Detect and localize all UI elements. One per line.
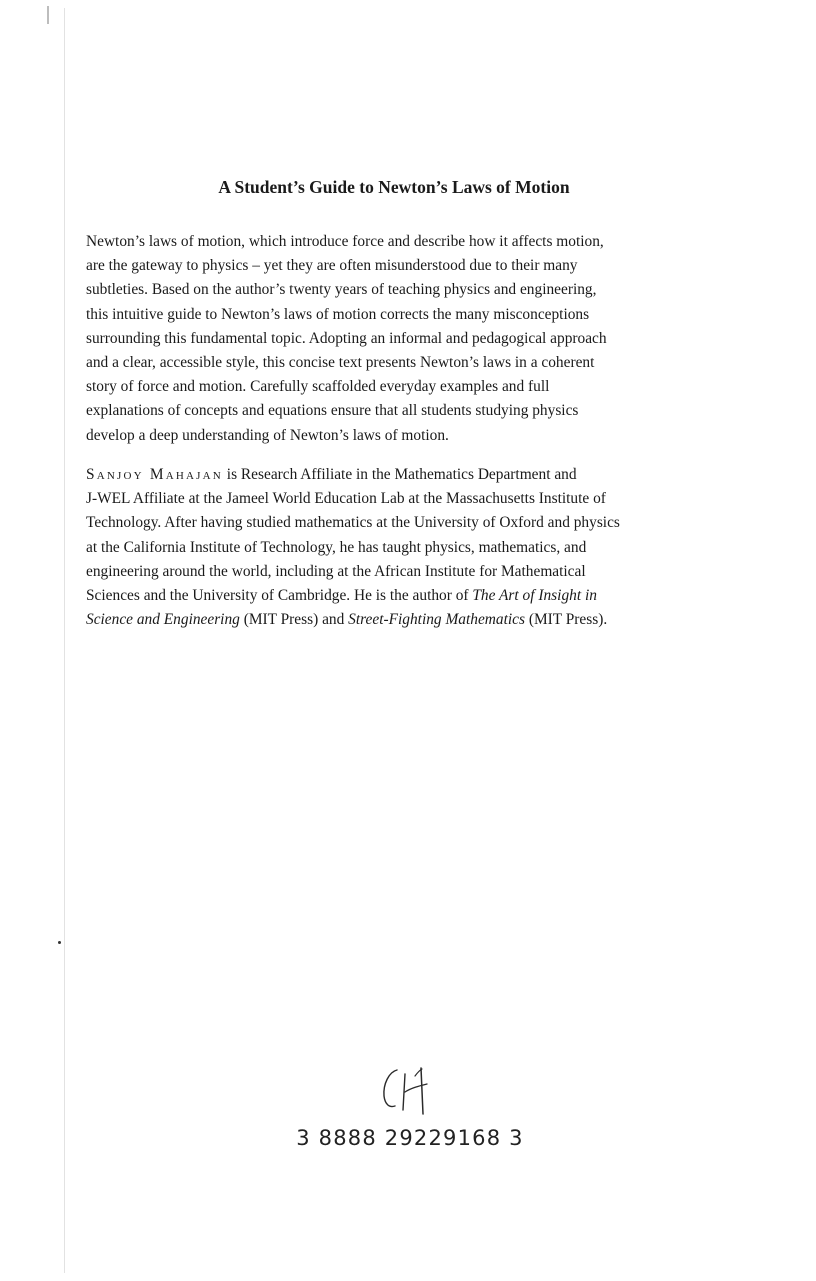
description-line: are the gateway to physics – yet they are often misunderstood due to their many xyxy=(86,257,578,275)
description-line: this intuitive guide to Newton’s laws of motion corrects the many misconceptions xyxy=(86,305,590,323)
description-line: Newton’s laws of motion, which introduce force and describe how it affects motion, xyxy=(86,233,604,250)
bio-line: Technology. After having studied mathematics at the University of Oxford and physics xyxy=(86,514,620,532)
barcode-number: 3 8888 29229168 3 xyxy=(296,1126,524,1150)
book-title: A Student’s Guide to Newton’s Laws of Motion xyxy=(218,177,570,197)
publisher-text: (MIT Press). xyxy=(524,611,608,629)
publisher-text: (MIT Press) and xyxy=(239,611,349,629)
description-line: subtleties. Based on the author’s twenty years of teaching physics and engineering, xyxy=(86,281,597,299)
scan-edge-mark xyxy=(47,6,49,24)
bio-line xyxy=(86,608,716,632)
handwritten-initials xyxy=(375,1062,465,1120)
book-title-art-of-insight-cont: Science and Engineering xyxy=(86,611,240,629)
bio-text: Sciences and the University of Cambridge. He is the author of xyxy=(86,587,473,605)
description-line: story of force and motion. Carefully scaffolded everyday examples and full xyxy=(86,378,550,396)
bio-line xyxy=(86,463,716,487)
scan-speck xyxy=(58,941,61,944)
description-line: explanations of concepts and equations ensure that all students studying physics xyxy=(86,402,579,420)
author-bio xyxy=(86,463,716,632)
bio-line xyxy=(86,584,716,608)
book-title-street-fighting: Street-Fighting Mathematics xyxy=(348,611,525,629)
bio-line: at the California Institute of Technology, he has taught physics, mathematics, and xyxy=(86,538,587,556)
description-line: surrounding this fundamental topic. Adopting an informal and pedagogical approach xyxy=(86,329,607,347)
description-line: develop a deep understanding of Newton’s laws of motion. xyxy=(86,426,449,444)
binding-edge-line xyxy=(64,8,65,1273)
bio-text: is Research Affiliate in the Mathematics Department and xyxy=(222,466,577,483)
book-title-art-of-insight: The Art of Insight in xyxy=(472,587,597,605)
bio-line: J-WEL Affiliate at the Jameel World Education Lab at the Massachusetts Institute of xyxy=(86,490,606,508)
description-line: and a clear, accessible style, this concise text presents Newton’s laws in a coherent xyxy=(86,354,595,372)
bio-line: engineering around the world, including at the African Institute for Mathematical xyxy=(86,562,586,580)
author-name: Sanjoy Mahajan xyxy=(86,466,223,483)
book-description xyxy=(86,230,716,448)
